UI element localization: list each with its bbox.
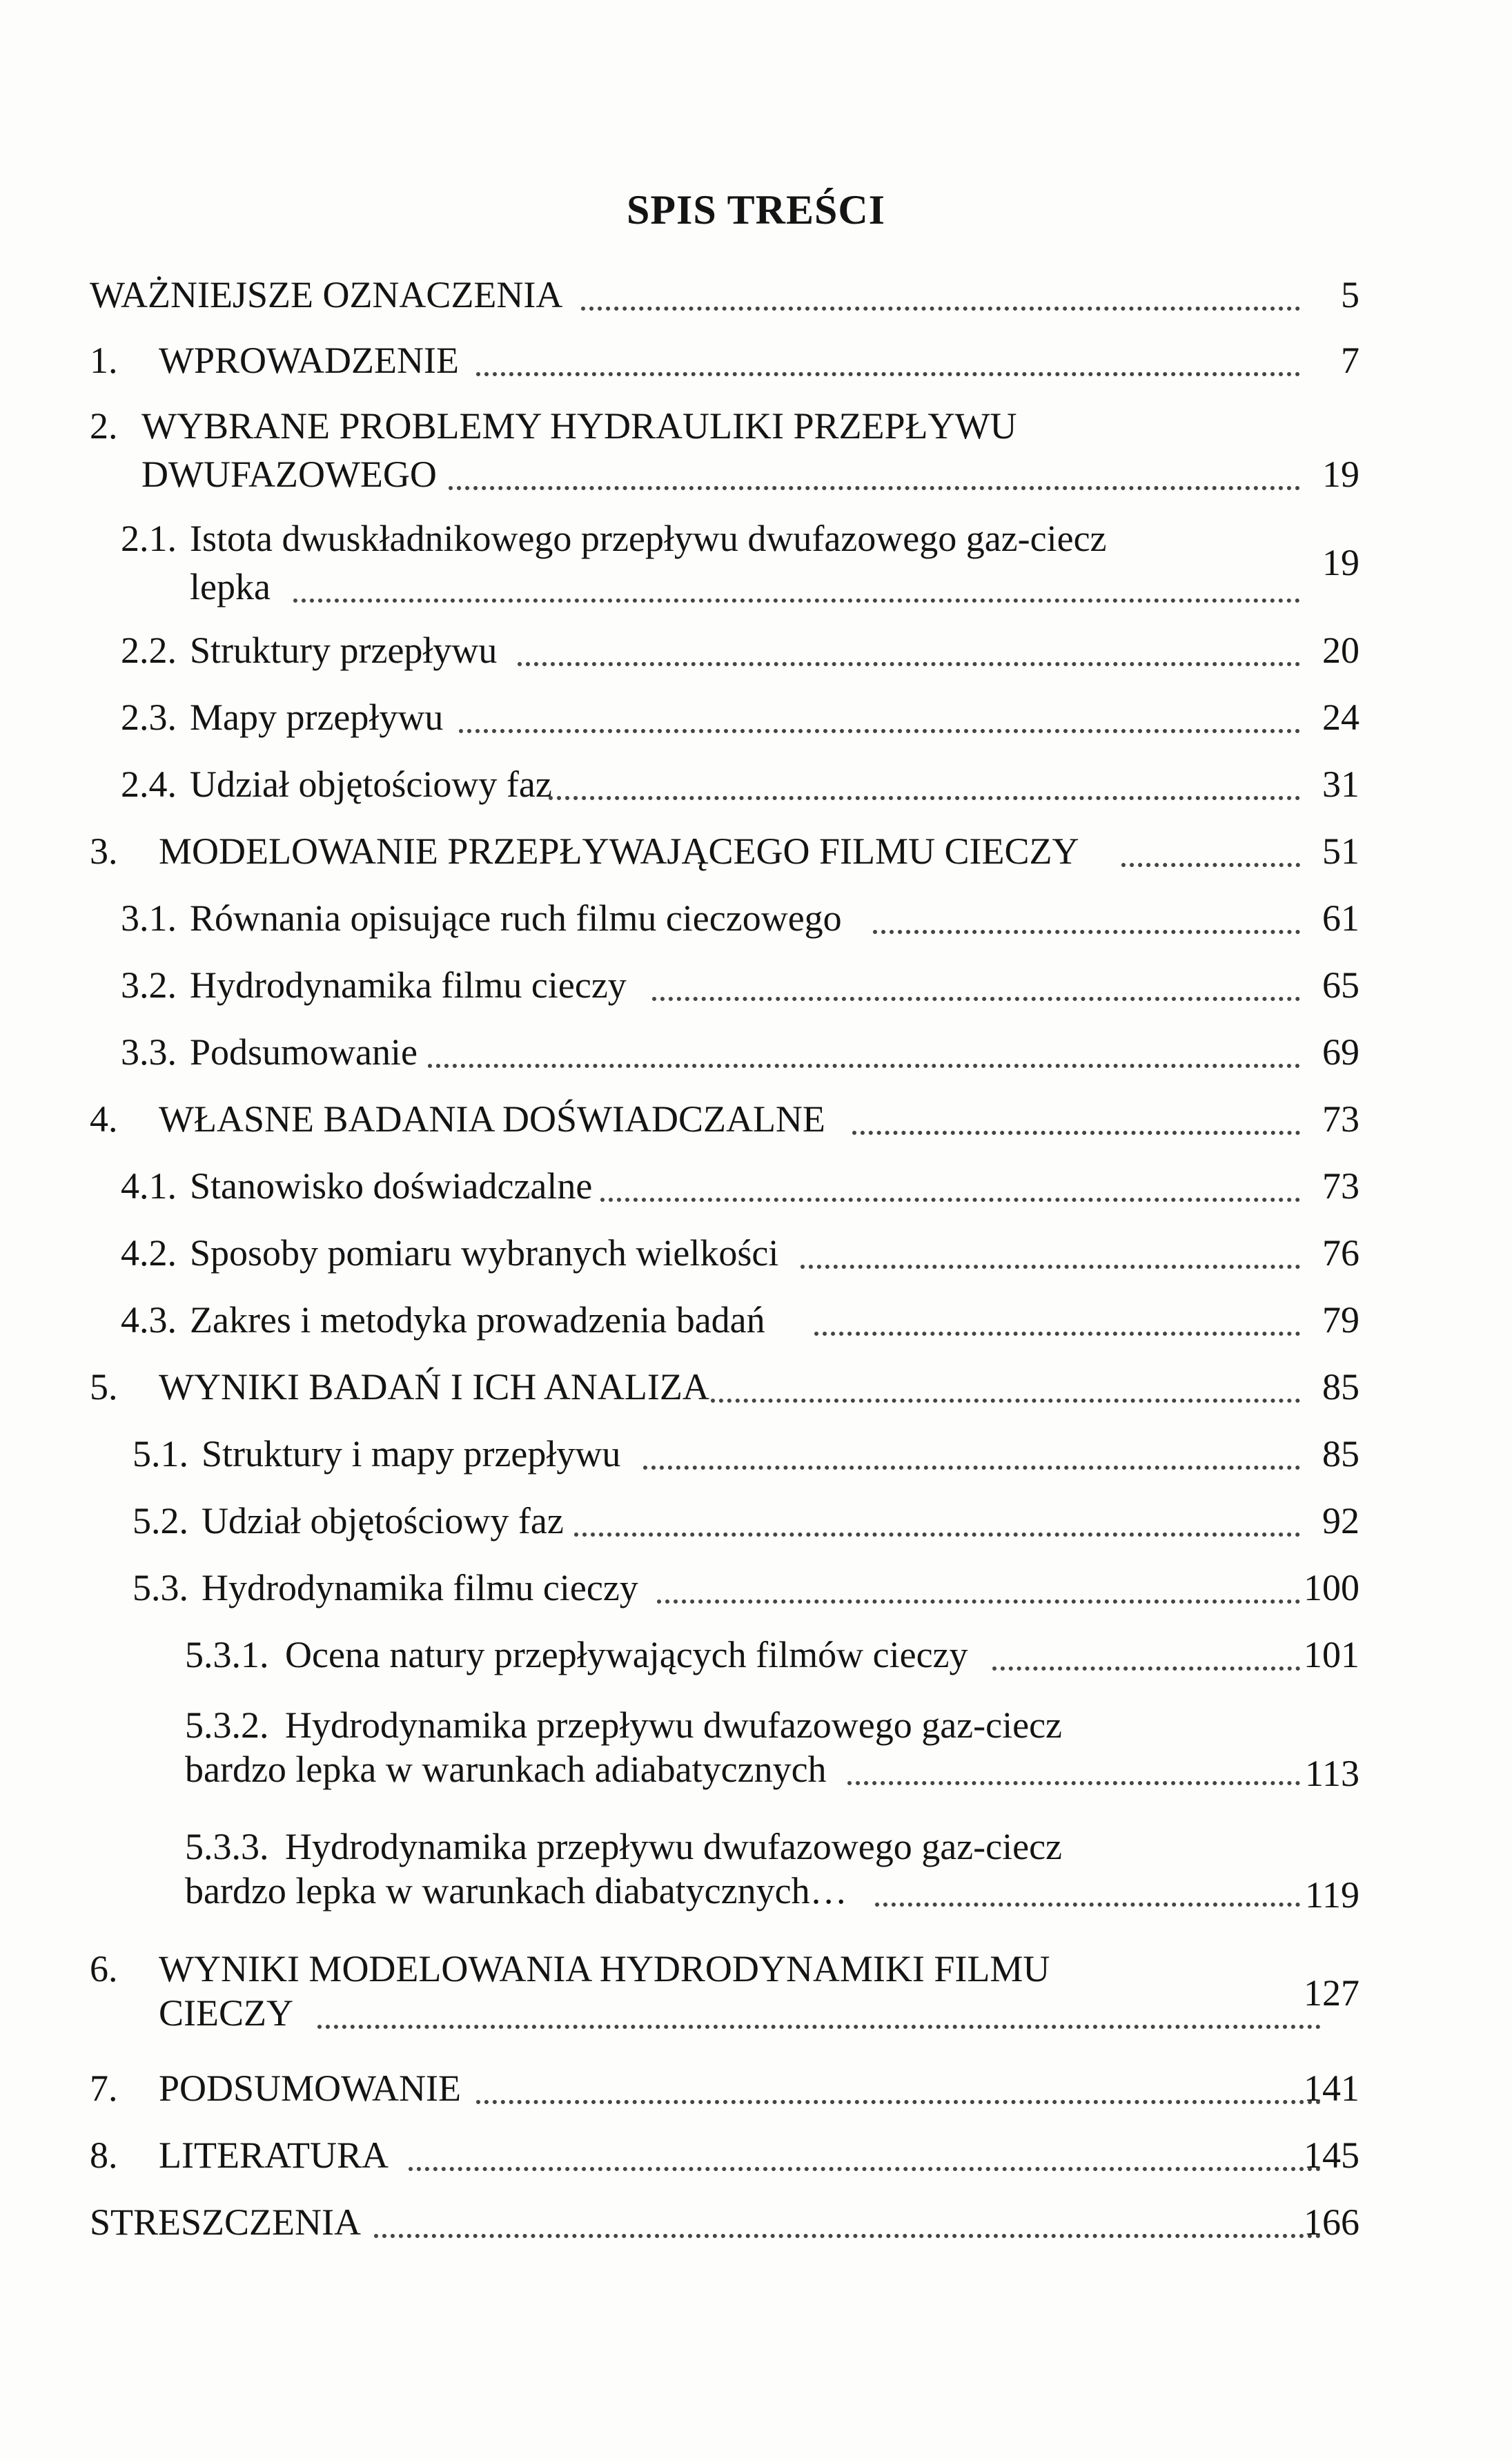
dot-leader — [476, 2100, 1321, 2104]
toc-entry-number: 5.3. — [132, 1567, 188, 1608]
toc-entry-page: 85 — [1322, 1433, 1359, 1475]
toc-entry-page: 7 — [1341, 340, 1359, 381]
toc-entry-page: 100 — [1304, 1567, 1359, 1608]
toc-entry-number: 5.3.2. — [185, 1704, 269, 1746]
toc-entry-page: 69 — [1322, 1031, 1359, 1073]
dot-leader — [581, 307, 1300, 311]
toc-entry-title: Udział objętościowy faz — [202, 1500, 564, 1541]
dot-leader — [428, 1064, 1300, 1068]
toc-entry-title: Sposoby pomiaru wybranych wielkości — [190, 1232, 779, 1274]
toc-entry-page: 119 — [1305, 1874, 1359, 1916]
toc-entry-title: Równania opisujące ruch filmu cieczowego — [190, 897, 842, 939]
toc-entry-page: 73 — [1322, 1165, 1359, 1207]
toc-entry-title: Hydrodynamika filmu cieczy — [190, 964, 627, 1006]
toc-entry-number: 5.2. — [132, 1500, 188, 1541]
toc-entry-number: 3.2. — [121, 964, 177, 1006]
toc-entry-page: 24 — [1322, 697, 1359, 738]
toc-entry-title: WPROWADZENIE — [159, 340, 459, 381]
toc-entry-title-continued: bardzo lepka w warunkach adiabatycznych — [185, 1749, 827, 1790]
toc-entry-number: 4.2. — [121, 1232, 177, 1274]
toc-entry-page: 79 — [1322, 1299, 1359, 1341]
toc-entry-title-continued: bardzo lepka w warunkach diabatycznych… — [185, 1870, 847, 1912]
toc-entry-title: WAŻNIEJSZE OZNACZENIA — [90, 274, 563, 315]
toc-entry-number: 3.1. — [121, 897, 177, 939]
toc-entry-title: Hydrodynamika filmu cieczy — [202, 1567, 638, 1608]
toc-entry[interactable] — [185, 1825, 1359, 1921]
toc-entry-title: WYBRANE PROBLEMY HYDRAULIKI PRZEPŁYWU — [141, 405, 1017, 447]
toc-entry-title-continued: DWUFAZOWEGO — [141, 454, 437, 495]
toc-entry-title: MODELOWANIE PRZEPŁYWAJĄCEGO FILMU CIECZY — [159, 830, 1079, 872]
toc-entry-title: WYNIKI BADAŃ I ICH ANALIZA — [159, 1366, 709, 1408]
dot-leader — [1121, 863, 1300, 867]
dot-leader — [600, 1198, 1300, 1202]
toc-entry-number: 4.1. — [121, 1165, 177, 1207]
toc-entry-page: 76 — [1322, 1232, 1359, 1274]
toc-entry-title: STRESZCZENIA — [90, 2201, 362, 2243]
toc-entry-title: Hydrodynamika przepływu dwufazowego gaz-ciecz — [285, 1704, 1063, 1746]
toc-entry-number: 2.4. — [121, 763, 177, 805]
dot-leader — [449, 486, 1300, 490]
toc-entry[interactable] — [90, 1947, 1359, 2043]
toc-entry[interactable] — [121, 516, 1359, 613]
dot-leader — [873, 930, 1300, 934]
toc-entry-number: 5.1. — [132, 1433, 188, 1475]
toc-entry-title: Zakres i metodyka prowadzenia badań — [190, 1299, 765, 1341]
toc-entry[interactable] — [185, 1703, 1359, 1800]
dot-leader — [317, 2025, 1321, 2029]
toc-entry-page: 20 — [1322, 630, 1359, 671]
toc-entry-number: 3.3. — [121, 1031, 177, 1073]
toc-entry-number: 2.1. — [121, 518, 177, 559]
dot-leader — [459, 729, 1300, 733]
toc-entry-page: 127 — [1304, 1972, 1359, 2014]
toc-entry-number: 5. — [90, 1366, 118, 1408]
toc-entry-page: 5 — [1341, 274, 1359, 315]
toc-entry-number: 2.3. — [121, 697, 177, 738]
toc-entry-title: WYNIKI MODELOWANIA HYDRODYNAMIKI FILMU — [159, 1948, 1050, 1990]
toc-entry-number: 2. — [90, 405, 118, 447]
toc-entry-page: 141 — [1304, 2068, 1359, 2109]
toc-entry-title: Struktury przepływu — [190, 630, 498, 671]
dot-leader — [852, 1131, 1300, 1135]
toc-entry-page: 73 — [1322, 1098, 1359, 1140]
toc-entry-title: Istota dwuskładnikowego przepływu dwufazowego gaz-ciecz — [190, 518, 1107, 559]
toc-entry-number: 3. — [90, 830, 118, 872]
dot-leader — [992, 1666, 1300, 1671]
toc-entry-number: 1. — [90, 340, 118, 381]
dot-leader — [574, 1533, 1300, 1537]
toc-entry-page: 61 — [1322, 897, 1359, 939]
toc-entry-title-continued: CIECZY — [159, 1992, 293, 2034]
toc-entry-title: Podsumowanie — [190, 1031, 418, 1073]
dot-leader — [374, 2234, 1321, 2238]
page-title: SPIS TREŚCI — [626, 187, 886, 233]
dot-leader — [711, 1399, 1300, 1403]
dot-leader — [814, 1332, 1300, 1336]
dot-leader — [875, 1903, 1300, 1907]
toc-entry-title: Stanowisko doświadczalne — [190, 1165, 593, 1207]
toc-entry-title: Hydrodynamika przepływu dwufazowego gaz-ciecz — [285, 1826, 1063, 1867]
toc-entry-title-continued: lepka — [190, 566, 271, 607]
toc-entry-page: 51 — [1322, 830, 1359, 872]
toc-entry-title: LITERATURA — [159, 2134, 389, 2176]
toc-entry-number: 5.3.1. — [185, 1634, 269, 1675]
dot-leader — [657, 1599, 1300, 1604]
toc-entry-number: 4.3. — [121, 1299, 177, 1341]
toc-entry-page: 19 — [1322, 542, 1359, 583]
toc-entry-page: 166 — [1304, 2201, 1359, 2243]
dot-leader — [847, 1781, 1300, 1785]
toc-entry-page: 85 — [1322, 1366, 1359, 1408]
toc-entry-page: 65 — [1322, 964, 1359, 1006]
toc-entry[interactable] — [90, 404, 1359, 500]
toc-entry-number: 8. — [90, 2134, 118, 2176]
toc-entry-page: 19 — [1322, 454, 1359, 495]
toc-entry-title: PODSUMOWANIE — [159, 2068, 462, 2109]
toc-entry-title: Mapy przepływu — [190, 697, 444, 738]
toc-entry-title: Udział objętościowy faz — [190, 763, 552, 805]
dot-leader — [293, 599, 1300, 603]
dot-leader — [549, 796, 1300, 800]
toc-entry-page: 101 — [1304, 1634, 1359, 1675]
toc-entry-page: 31 — [1322, 763, 1359, 805]
toc-entry-page: 145 — [1304, 2134, 1359, 2176]
toc-entry-number: 5.3.3. — [185, 1826, 269, 1867]
toc-entry-title: WŁASNE BADANIA DOŚWIADCZALNE — [159, 1098, 825, 1140]
dot-leader — [409, 2167, 1321, 2171]
toc-entry-page: 92 — [1322, 1500, 1359, 1541]
toc-entry-number: 7. — [90, 2068, 118, 2109]
dot-leader — [652, 997, 1300, 1001]
dot-leader — [518, 662, 1300, 666]
toc-entry-page: 113 — [1305, 1753, 1359, 1794]
toc-entry-number: 4. — [90, 1098, 118, 1140]
toc-entry-number: 2.2. — [121, 630, 177, 671]
toc-entry-title: Ocena natury przepływających filmów cieczy — [285, 1634, 968, 1675]
dot-leader — [643, 1466, 1300, 1470]
dot-leader — [801, 1265, 1300, 1269]
toc-entry-title: Struktury i mapy przepływu — [202, 1433, 621, 1475]
dot-leader — [476, 372, 1300, 376]
toc-entry-number: 6. — [90, 1948, 118, 1990]
